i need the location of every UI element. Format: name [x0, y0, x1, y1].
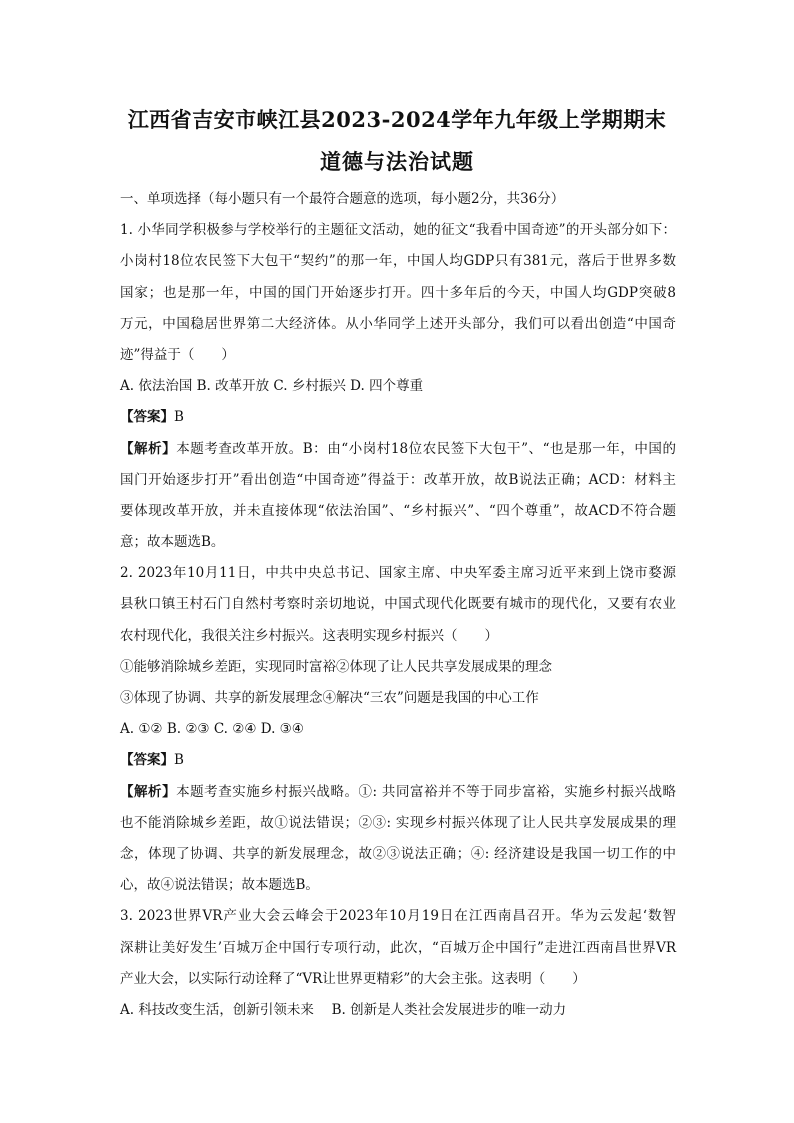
analysis-line: [120, 434, 676, 465]
question-options: A. 依法治国 B. 改革开放 C. 乡村振兴 D. 四个尊重: [120, 378, 424, 395]
question-text-line: 小岗村18位农民签下大包干“契约”的那一年，中国人均GDP只有381元，落后于世界多数: [120, 253, 676, 270]
answer-value: B: [174, 409, 184, 426]
question-text-line: 农村现代化，我很关注乡村振兴。这表明实现乡村振兴（ ）: [120, 627, 498, 644]
analysis-line: [120, 777, 676, 808]
question-options: A. 科技改变生活，创新引领未来 B. 创新是人类社会发展进步的唯一动力: [120, 1001, 567, 1018]
question-1: [120, 215, 676, 558]
analysis-tag: 【解析】: [120, 440, 177, 457]
document-title: 江西省吉安市峡江县2023-2024学年九年级上学期期末: [127, 107, 667, 132]
analysis-text-line: 要体现改革开放，并未直接体现“依法治国”、“乡村振兴”、“四个尊重”，故ACD不符合题: [120, 502, 676, 519]
question-text-line: 产业大会，以实际行动诠释了“VR让世界更精彩”的大会主张。这表明（ ）: [120, 970, 586, 987]
question-text-line: 迹”得益于（ ）: [120, 346, 235, 363]
question-3: [120, 901, 676, 1026]
question-text-line: 3. 2023世界VR产业大会云峰会于2023年10月19日在江西南昌召开。华为云发起‘数智: [120, 908, 676, 925]
analysis-text-line: 心，故④说法错误；故本题选B。: [120, 877, 319, 894]
question-options: A. ①② B. ②③ C. ②④ D. ③④: [120, 721, 304, 738]
section-heading: 一、单项选择（每小题只有一个最符合题意的选项，每小题2分，共36分）: [120, 191, 565, 207]
analysis-text: 本题考查实施乡村振兴战略。①: 共同富裕并不等于同步富裕，实施乡村振兴战略: [176, 783, 677, 800]
analysis-text-line: 意；故本题选B。: [120, 534, 225, 551]
analysis-text: 本题考查改革开放。B：由“小岗村18位农民签下大包干”、“也是那一年，中国的: [176, 440, 676, 457]
question-text-line: 万元，中国稳居世界第二大经济体。从小华同学上述开头部分，我们可以看出创造“中国奇: [120, 315, 676, 332]
analysis-text-line: 国门开始逐步打开”看出创造“中国奇迹”得益于：改革开放，故B说法正确；ACD：材料主: [120, 471, 676, 488]
question-text-line: 深耕让美好发生’百城万企中国行专项行动，此次，“百城万企中国行”走进江西南昌世界VR: [120, 939, 676, 956]
answer-tag: 【答案】: [120, 409, 174, 426]
question-text-line: 2. 2023年10月11日，中共中央总书记、国家主席、中央军委主席习近平来到上饶市婺源: [120, 565, 676, 582]
analysis-tag: 【解析】: [120, 783, 177, 800]
document-subtitle: 道德与法治试题: [320, 149, 474, 174]
question-2: [120, 558, 676, 901]
analysis-text-line: 也不能消除城乡差距，故①说法错误；②③: 实现乡村振兴体现了让人民共享发展成果的理: [120, 814, 676, 831]
answer-tag: 【答案】: [120, 752, 174, 769]
question-choice-line: ①能够消除城乡差距，实现同时富裕②体现了让人民共享发展成果的理念: [120, 658, 552, 675]
question-choice-line: ③体现了协调、共享的新发展理念④解决“三农”问题是我国的中心工作: [120, 690, 539, 706]
analysis-text-line: 念，体现了协调、共享的新发展理念，故②③说法正确；④: 经济建设是我国一切工作的中: [120, 845, 676, 862]
question-text-line: 国家；也是那一年，中国的国门开始逐步打开。四十多年后的今天，中国人均GDP突破8: [120, 284, 676, 301]
answer-line: [120, 402, 676, 433]
answer-line: [120, 745, 676, 776]
document-body: [120, 184, 676, 1026]
question-text-line: 1. 小华同学积极参与学校举行的主题征文活动，她的征文“我看中国奇迹”的开头部分如下：: [120, 222, 676, 239]
answer-value: B: [174, 752, 184, 769]
question-text-line: 县秋口镇王村石门自然村考察时亲切地说，中国式现代化既要有城市的现代化，又要有农业: [120, 596, 676, 613]
